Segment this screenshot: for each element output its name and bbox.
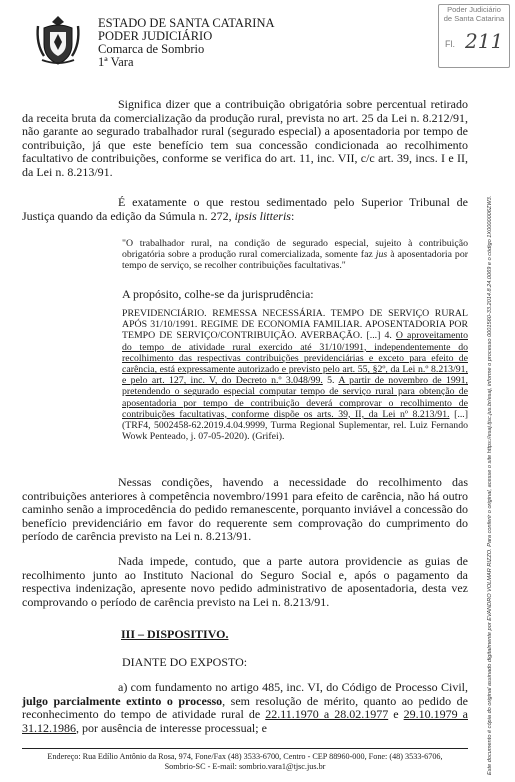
stamp-line-2: de Santa Catarina — [443, 14, 505, 23]
footer-line-1: Endereço: Rua Edílio Antônio da Rosa, 974, Fone/Fax (48) 3533-6700, Centro - CEP 88960-000, Fone: (48) 3533-6706, — [47, 752, 443, 761]
coat-of-arms-emblem — [34, 14, 82, 66]
underlined-passage-2: A partir de novembro de 1991, pretendendo o segurado especial computar tempo de serviço rural para obtenção de aposentadoria por tempo de contribuição deverá comprovar o recolhimento de contribuições facultativas, conforme dispõe os arts. 39, II, da Lei nº 8.213/91. — [122, 375, 468, 420]
stamp-fl-label: Fl. — [445, 39, 455, 49]
ruling-bold-text: julgo parcialmente extinto o processo — [22, 693, 223, 708]
latin-phrase: ipsis litteris — [234, 208, 291, 223]
paragraph-conditions: Nessas condições, havendo a necessidade do recolhimento das contribuições anteriores à competência novembro/1991 para efeito de carência, não há outro caminho senão a improcedência do pedido remanescente, porquanto inviável a concessão do benefício previdenciário em favor do requerente sem comprovação do cumprimento do período de carência previsto na Lei n. 8.213/91. — [22, 475, 468, 544]
paragraph-jurisprudence-intro: A propósito, colhe-se da jurisprudência: — [122, 287, 314, 301]
document-header — [98, 17, 275, 69]
paragraph-sumula: É exatamente o que restou sedimentado pelo Superior Tribunal de Justiça quando da edição da Súmula n. 272, ipsis litteris: — [22, 195, 468, 223]
paragraph-contribution: Significa dizer que a contribuição obrigatória sobre percentual retirado da receita bruta da comercialização da produção rural, prevista no art. 25 da Lei n. 8.212/91, não garante ao segurado trabalhador rural (segurado especial) a aposentadoria por tempo de contribuição, já que este benefício tem sua concessão condicionada ao recolhimento facultativo de contribuições, conforme se verifica do art. 11, inc. VII, c/c art. 39, incs. I e II, da Lei n. 8.213/91. — [22, 97, 468, 179]
paragraph-nothing-prevents: Nada impede, contudo, que a parte autora providencie as guias de recolhimento junto ao Instituto Nacional do Seguro Social e, após o pagamento da respectiva indenização, apresente novo pedido administrativo de aposentadoria, desta vez comprovando o período de carência previsto na Lei n. 8.213/91. — [22, 554, 468, 609]
header-state: ESTADO DE SANTA CATARINA — [98, 16, 275, 30]
paragraph-ruling-a: a) com fundamento no artigo 485, inc. VI, do Código de Processo Civil, julgo parcialmente extinto o processo, sem resolução de mérito, quanto ao pedido de reconhecimento do tempo de atividade rural de 22.11.1970 a 28.02.1977 e 29.10.1979 a 31.12.1986, por ausência de interesse processual; e — [22, 680, 468, 735]
footer-line-2: Sombrio-SC - E-mail: sombrio.vara1@tjsc.jus.br — [164, 762, 326, 771]
footer-divider — [22, 748, 468, 749]
date-range-2: 29.10.1979 a 31.12.1986 — [22, 707, 468, 735]
quote-trf4-ruling: PREVIDENCIÁRIO. REMESSA NECESSÁRIA. TEMPO DE SERVIÇO RURAL APÓS 31/10/1991. REGIME DE ECONOMIA FAMILIAR. APOSENTADORIA POR TEMPO DE SERVIÇO/CONTRIBUIÇÃO. AVERBAÇÃO. [...] 4. O aproveitamento do tempo de atividade rural exercido até 31/10/1991, independentemente do recolhimento das respectivas contribuições previdenciárias e exceto para efeito de carência, está expressamente autorizado e previsto pelo art. 55, §2º, da Lei n.º 8.213/91, e pelo art. 127, inc. V, do Decreto n.º 3.048/99. 5. A partir de novembro de 1991, pretendendo o segurado especial computar tempo de serviço rural para obtenção de aposentadoria por tempo de contribuição deverá comprovar o recolhimento de contribuições facultativas, conforme dispõe os arts. 39, II, da Lei nº 8.213/91. [...] (TRF4, 5002458-62.2019.4.04.9999, Turma Regional Suplementar, rel. Luiz Fernando Wowk Penteado, j. 07-05-2020). (Grifei). — [122, 308, 468, 443]
date-range-1: 22.11.1970 a 28.02.1977 — [265, 707, 389, 722]
footer-address — [22, 752, 468, 772]
section-title-dispositivo: III – DISPOSITIVO. — [121, 627, 229, 641]
underlined-passage-1: O aproveitamento do tempo de atividade rural exercido até 31/10/1991, independentemente do recolhimento das respectivas contribuições previdenciárias e exceto para efeito de carência, está expressamente autorizado e previsto pelo art. 55, §2º, da Lei n.º 8.213/91, e pelo art. 127, inc. V, do Decreto n.º 3.048/99. — [122, 330, 468, 387]
header-branch: PODER JUDICIÁRIO — [98, 29, 213, 43]
page-number-stamp — [438, 4, 510, 68]
digital-signature-note: Este documento é cópia do original assinado digitalmente por EVANDRO VOLMAR RIZZO. Para conferir o original, acesse o site https://esaj.tjsc.jus.br/esaj, informe o processo 0001560-33.2014.8.24.0069 e o código 1X0000006ZW3. — [487, 195, 493, 775]
stamp-page-number: 211 — [465, 29, 504, 53]
quote-sumula-272: "O trabalhador rural, na condição de segurado especial, sujeito à contribuição obrigatória sobre a produção rural comercializada, somente faz jus à aposentadoria por tempo de serviço, se recolher contribuições facultativas." — [122, 238, 468, 272]
header-court: 1ª Vara — [98, 55, 134, 69]
stamp-line-1: Poder Judiciário — [447, 5, 501, 14]
paragraph-given-the-above: DIANTE DO EXPOSTO: — [122, 655, 248, 669]
header-district: Comarca de Sombrio — [98, 42, 205, 56]
